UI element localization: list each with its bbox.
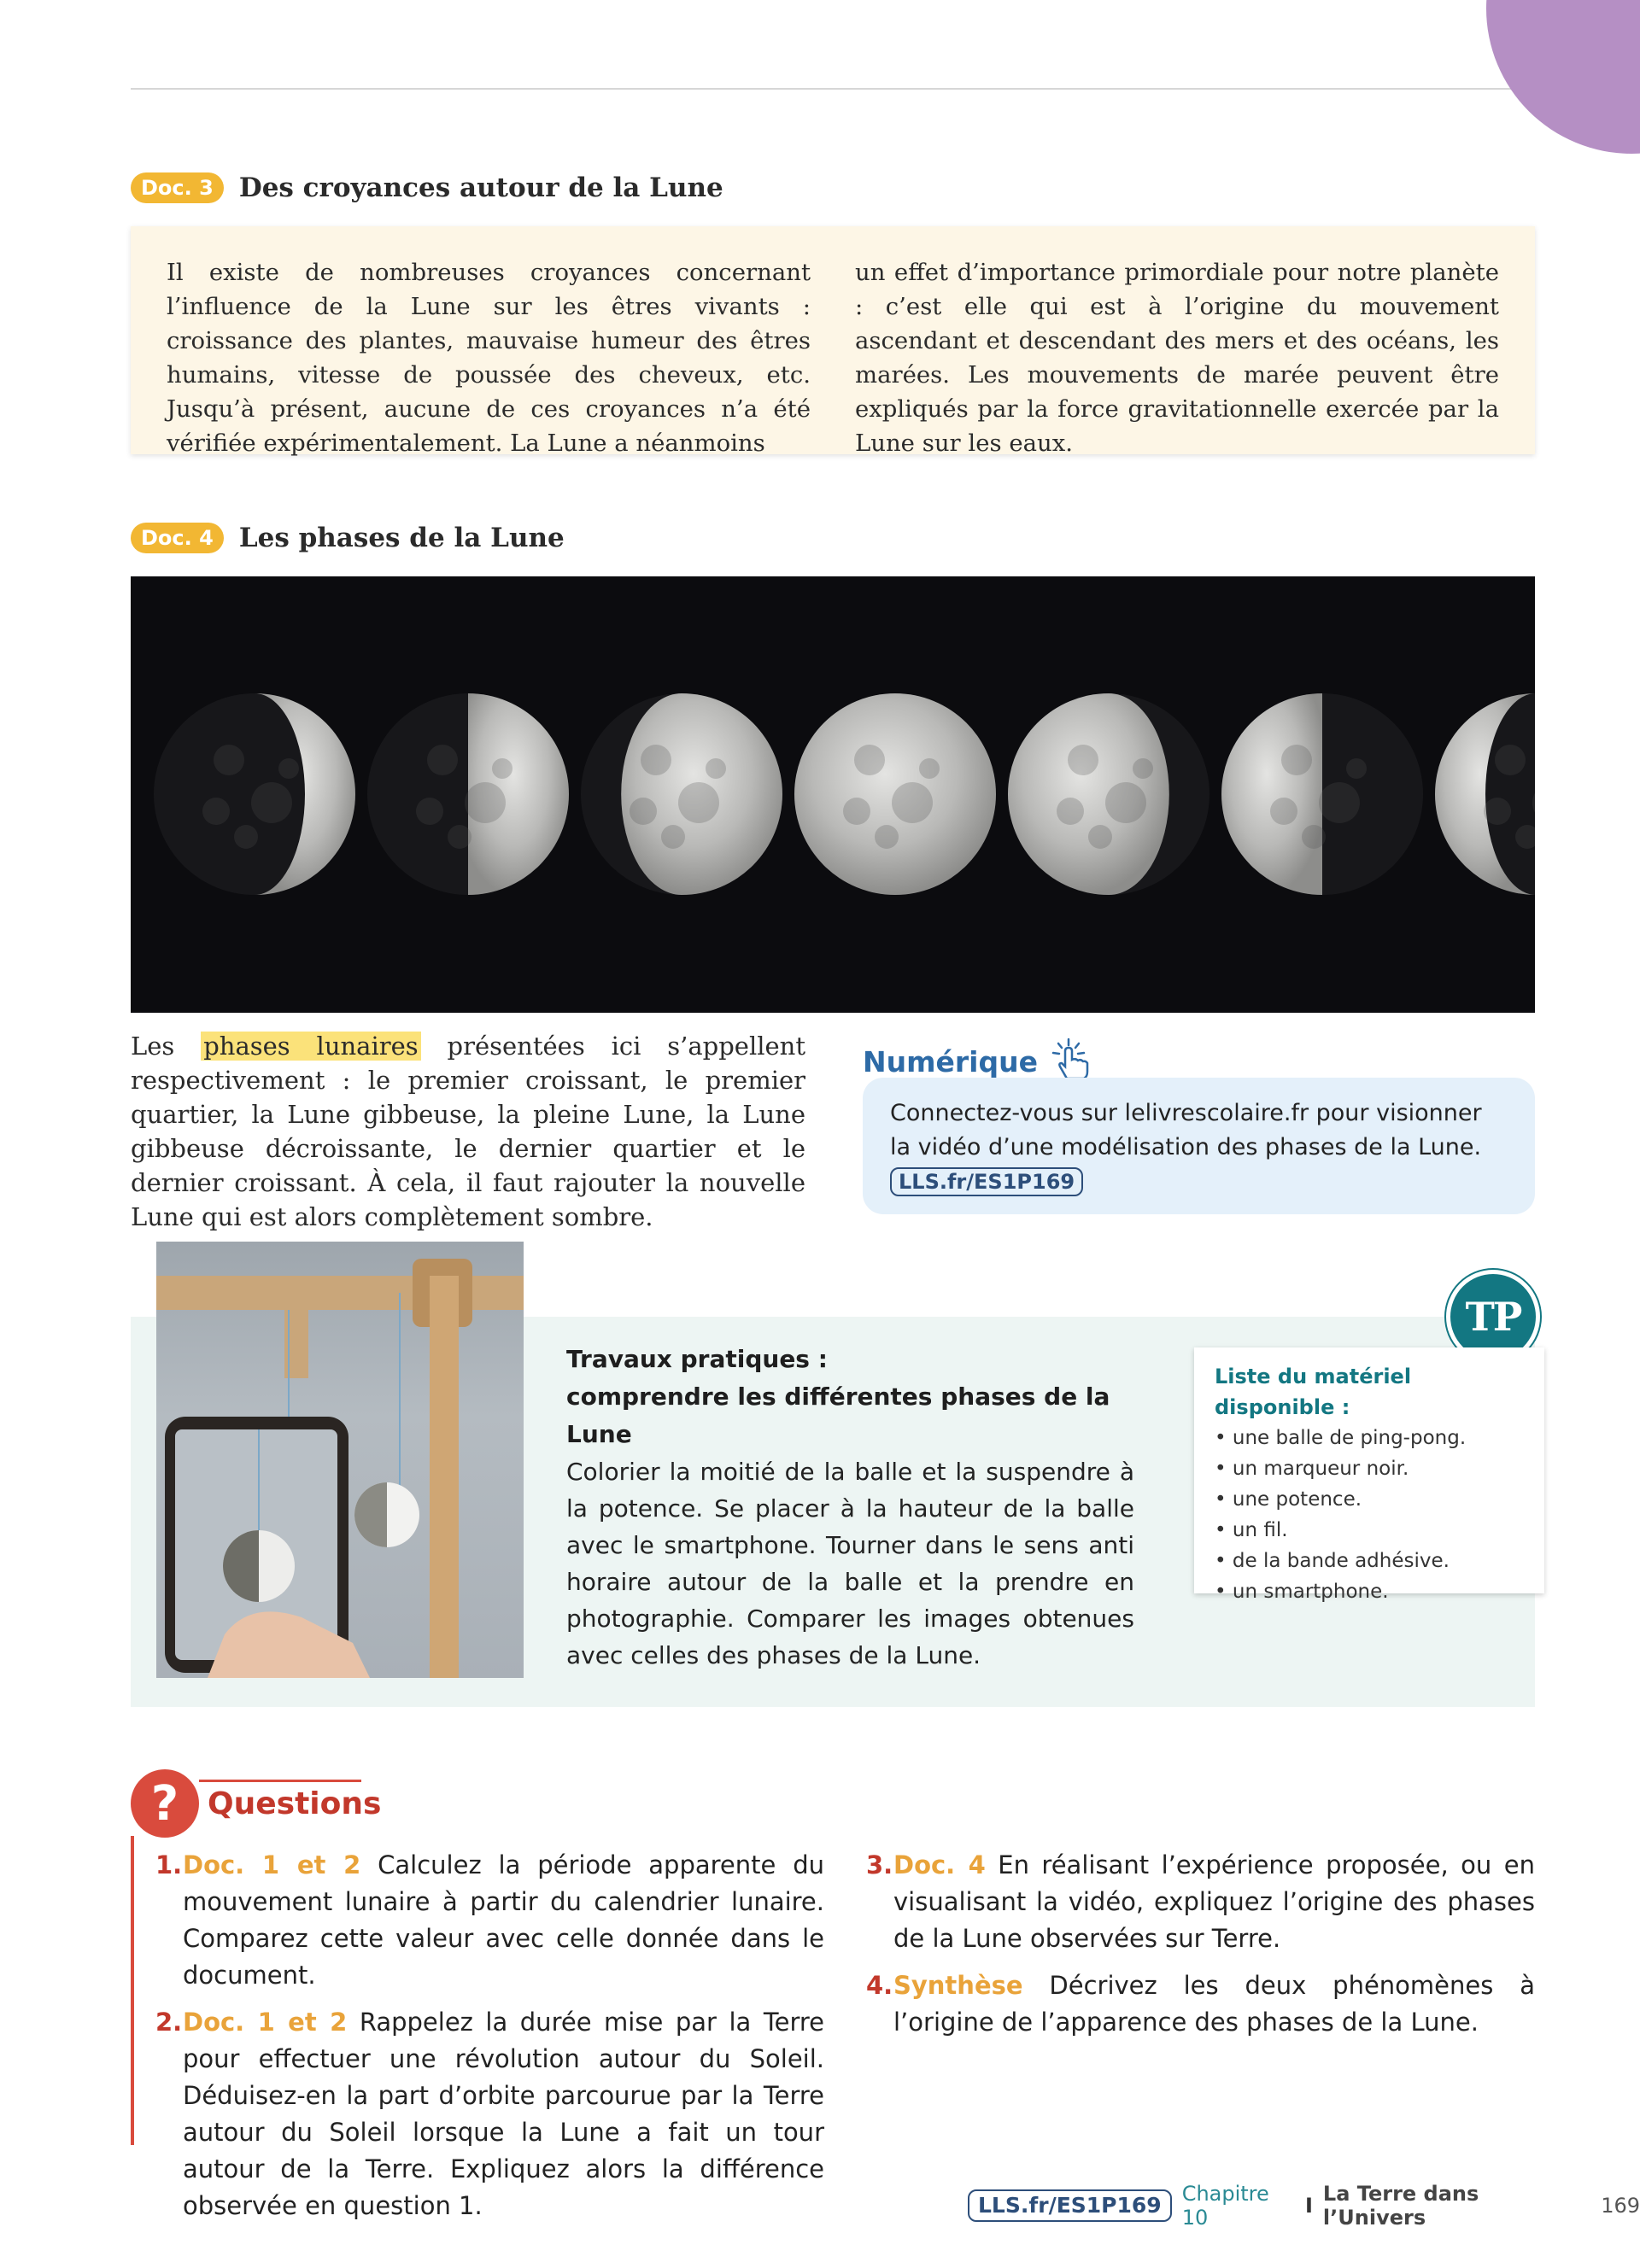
doc3-text-box <box>131 226 1535 457</box>
materials-title: Liste du matériel disponible : <box>1215 1365 1412 1419</box>
question-number: 2. <box>155 2008 183 2037</box>
phases-description <box>131 1029 805 1234</box>
moon-phase <box>581 693 782 895</box>
phases-highlight: phases lunaires <box>201 1032 420 1061</box>
questions-header <box>131 1769 381 1838</box>
top-divider <box>131 88 1514 90</box>
question-item <box>866 1967 1535 2041</box>
materials-item: • de la bande adhésive. <box>1215 1546 1524 1576</box>
questions-column-right <box>866 1847 1535 2051</box>
materials-list <box>1215 1423 1524 1607</box>
question-number: 1. <box>155 1850 183 1879</box>
page-number: 169 <box>1601 2194 1640 2218</box>
question-item <box>155 2004 824 2224</box>
numerique-label: Numérique <box>863 1044 1038 1078</box>
page-footer <box>968 2182 1640 2230</box>
materials-item: • un fil. <box>1215 1515 1524 1546</box>
doc4-badge: Doc. 4 <box>131 523 224 553</box>
question-ref: Doc. 1 et 2 <box>183 1850 361 1879</box>
numerique-text: Connectez-vous sur lelivrescolaire.fr pour visionner la vidéo d’une modélisation des phases de la Lune. <box>890 1100 1482 1160</box>
doc3-column-2: un effet d’importance primordiale pour notre planète : c’est elle qui est à l’origine du mouvement ascendant et descendant des mers et des océans, les marées. Les mouvements de marée peuvent être expliqués par la force gravitationnelle exercée par la Lune sur les eaux. <box>855 259 1499 457</box>
numerique-box <box>863 1078 1535 1214</box>
moon-phase <box>794 693 996 895</box>
footer-title: La Terre dans l’Univers <box>1322 2182 1479 2230</box>
corner-decoration <box>1486 0 1640 154</box>
moon-phases-svg <box>131 576 1535 1013</box>
question-mark-icon: ? <box>131 1769 199 1838</box>
phases-text-before: Les <box>131 1032 202 1061</box>
moon-phase <box>1435 693 1535 895</box>
question-ref: Doc. 4 <box>893 1850 986 1879</box>
question-number: 3. <box>866 1850 893 1879</box>
doc4-header <box>131 523 565 553</box>
question-number: 4. <box>866 1971 893 2000</box>
doc3-badge: Doc. 3 <box>131 172 224 203</box>
footer-link[interactable]: LLS.fr/ES1P169 <box>968 2189 1172 2222</box>
question-item <box>155 1847 824 1994</box>
tp-photo <box>156 1242 524 1678</box>
question-text: Décrivez les deux phénomènes à l’origine de l’apparence des phases de la Lune. <box>893 1971 1535 2037</box>
question-text: En réalisant l’expérience proposée, ou en visualisant la vidéo, expliquez l’origine des phases de la Lune observées sur Terre. <box>893 1850 1535 1953</box>
doc3-title: Des croyances autour de la Lune <box>238 172 723 203</box>
materials-item: • une potence. <box>1215 1484 1524 1515</box>
numerique-link[interactable]: LLS.fr/ES1P169 <box>890 1167 1083 1196</box>
questions-label: Questions <box>208 1786 382 1821</box>
footer-chapter: Chapitre 10 <box>1181 2182 1269 2230</box>
materials-item: • un smartphone. <box>1215 1576 1524 1607</box>
doc4-title: Les phases de la Lune <box>238 523 565 553</box>
phases-text-after: présentées ici s’appellent respectivement : le premier croissant, le premier quartier, la Lune gibbeuse, la pleine Lune, la Lune gibbeuse décroissante, le dernier quartier et le dernier croissant. À cela, il faut rajouter la nouvelle Lune qui est alors complètement sombre. <box>131 1032 806 1231</box>
tp-text-block <box>566 1341 1134 1674</box>
materials-item: • une balle de ping-pong. <box>1215 1423 1524 1453</box>
questions-rule-left <box>131 1836 134 2145</box>
doc3-header <box>131 172 723 203</box>
question-item <box>866 1847 1535 1957</box>
moon-phase <box>154 693 355 895</box>
question-text: Rappelez la durée mise par la Terre pour effectuer une révolution autour du Soleil. Déduisez-en la part d’orbite parcourue par la Terre autour du Soleil lorsque la Lune a fait un tour autour de la Terre. Expliquez alors la différence observée en question 1. <box>183 2008 824 2220</box>
tp-title-line1: Travaux pratiques : <box>566 1345 828 1373</box>
question-ref: Synthèse <box>893 1971 1023 2000</box>
moon-phase <box>1221 693 1423 895</box>
materials-item: • un marqueur noir. <box>1215 1453 1524 1484</box>
questions-column-left <box>155 1847 824 2235</box>
moon-phase <box>1008 693 1210 895</box>
tp-badge: TP <box>1446 1270 1540 1364</box>
tp-title-line2: comprendre les différentes phases de la Lune <box>566 1382 1110 1448</box>
doc3-column-1: Il existe de nombreuses croyances concernant l’influence de la Lune sur les êtres vivants : croissance des plantes, mauvaise humeur des êtres humains, vitesse de poussée des cheveux, etc. Jusqu’à présent, aucune de ces croyances n’a été vérifiée expérimentalement. La Lune a néanmoins <box>167 259 811 457</box>
moon-phases-image <box>131 576 1535 1013</box>
footer-separator: I <box>1304 2194 1313 2218</box>
materials-card <box>1194 1347 1544 1603</box>
question-ref: Doc. 1 et 2 <box>183 2008 348 2037</box>
tp-body: Colorier la moitié de la balle et la suspendre à la potence. Se placer à la hauteur de la balle avec le smartphone. Tourner dans le sens anti horaire autour de la balle et la prendre en photographie. Comparer les images obtenues avec celles des phases de la Lune. <box>566 1458 1134 1669</box>
moon-phase <box>367 693 569 895</box>
question-text: Calculez la période apparente du mouvement lunaire à partir du calendrier lunaire. Comparez cette valeur avec celle donnée dans le document. <box>183 1850 825 1990</box>
